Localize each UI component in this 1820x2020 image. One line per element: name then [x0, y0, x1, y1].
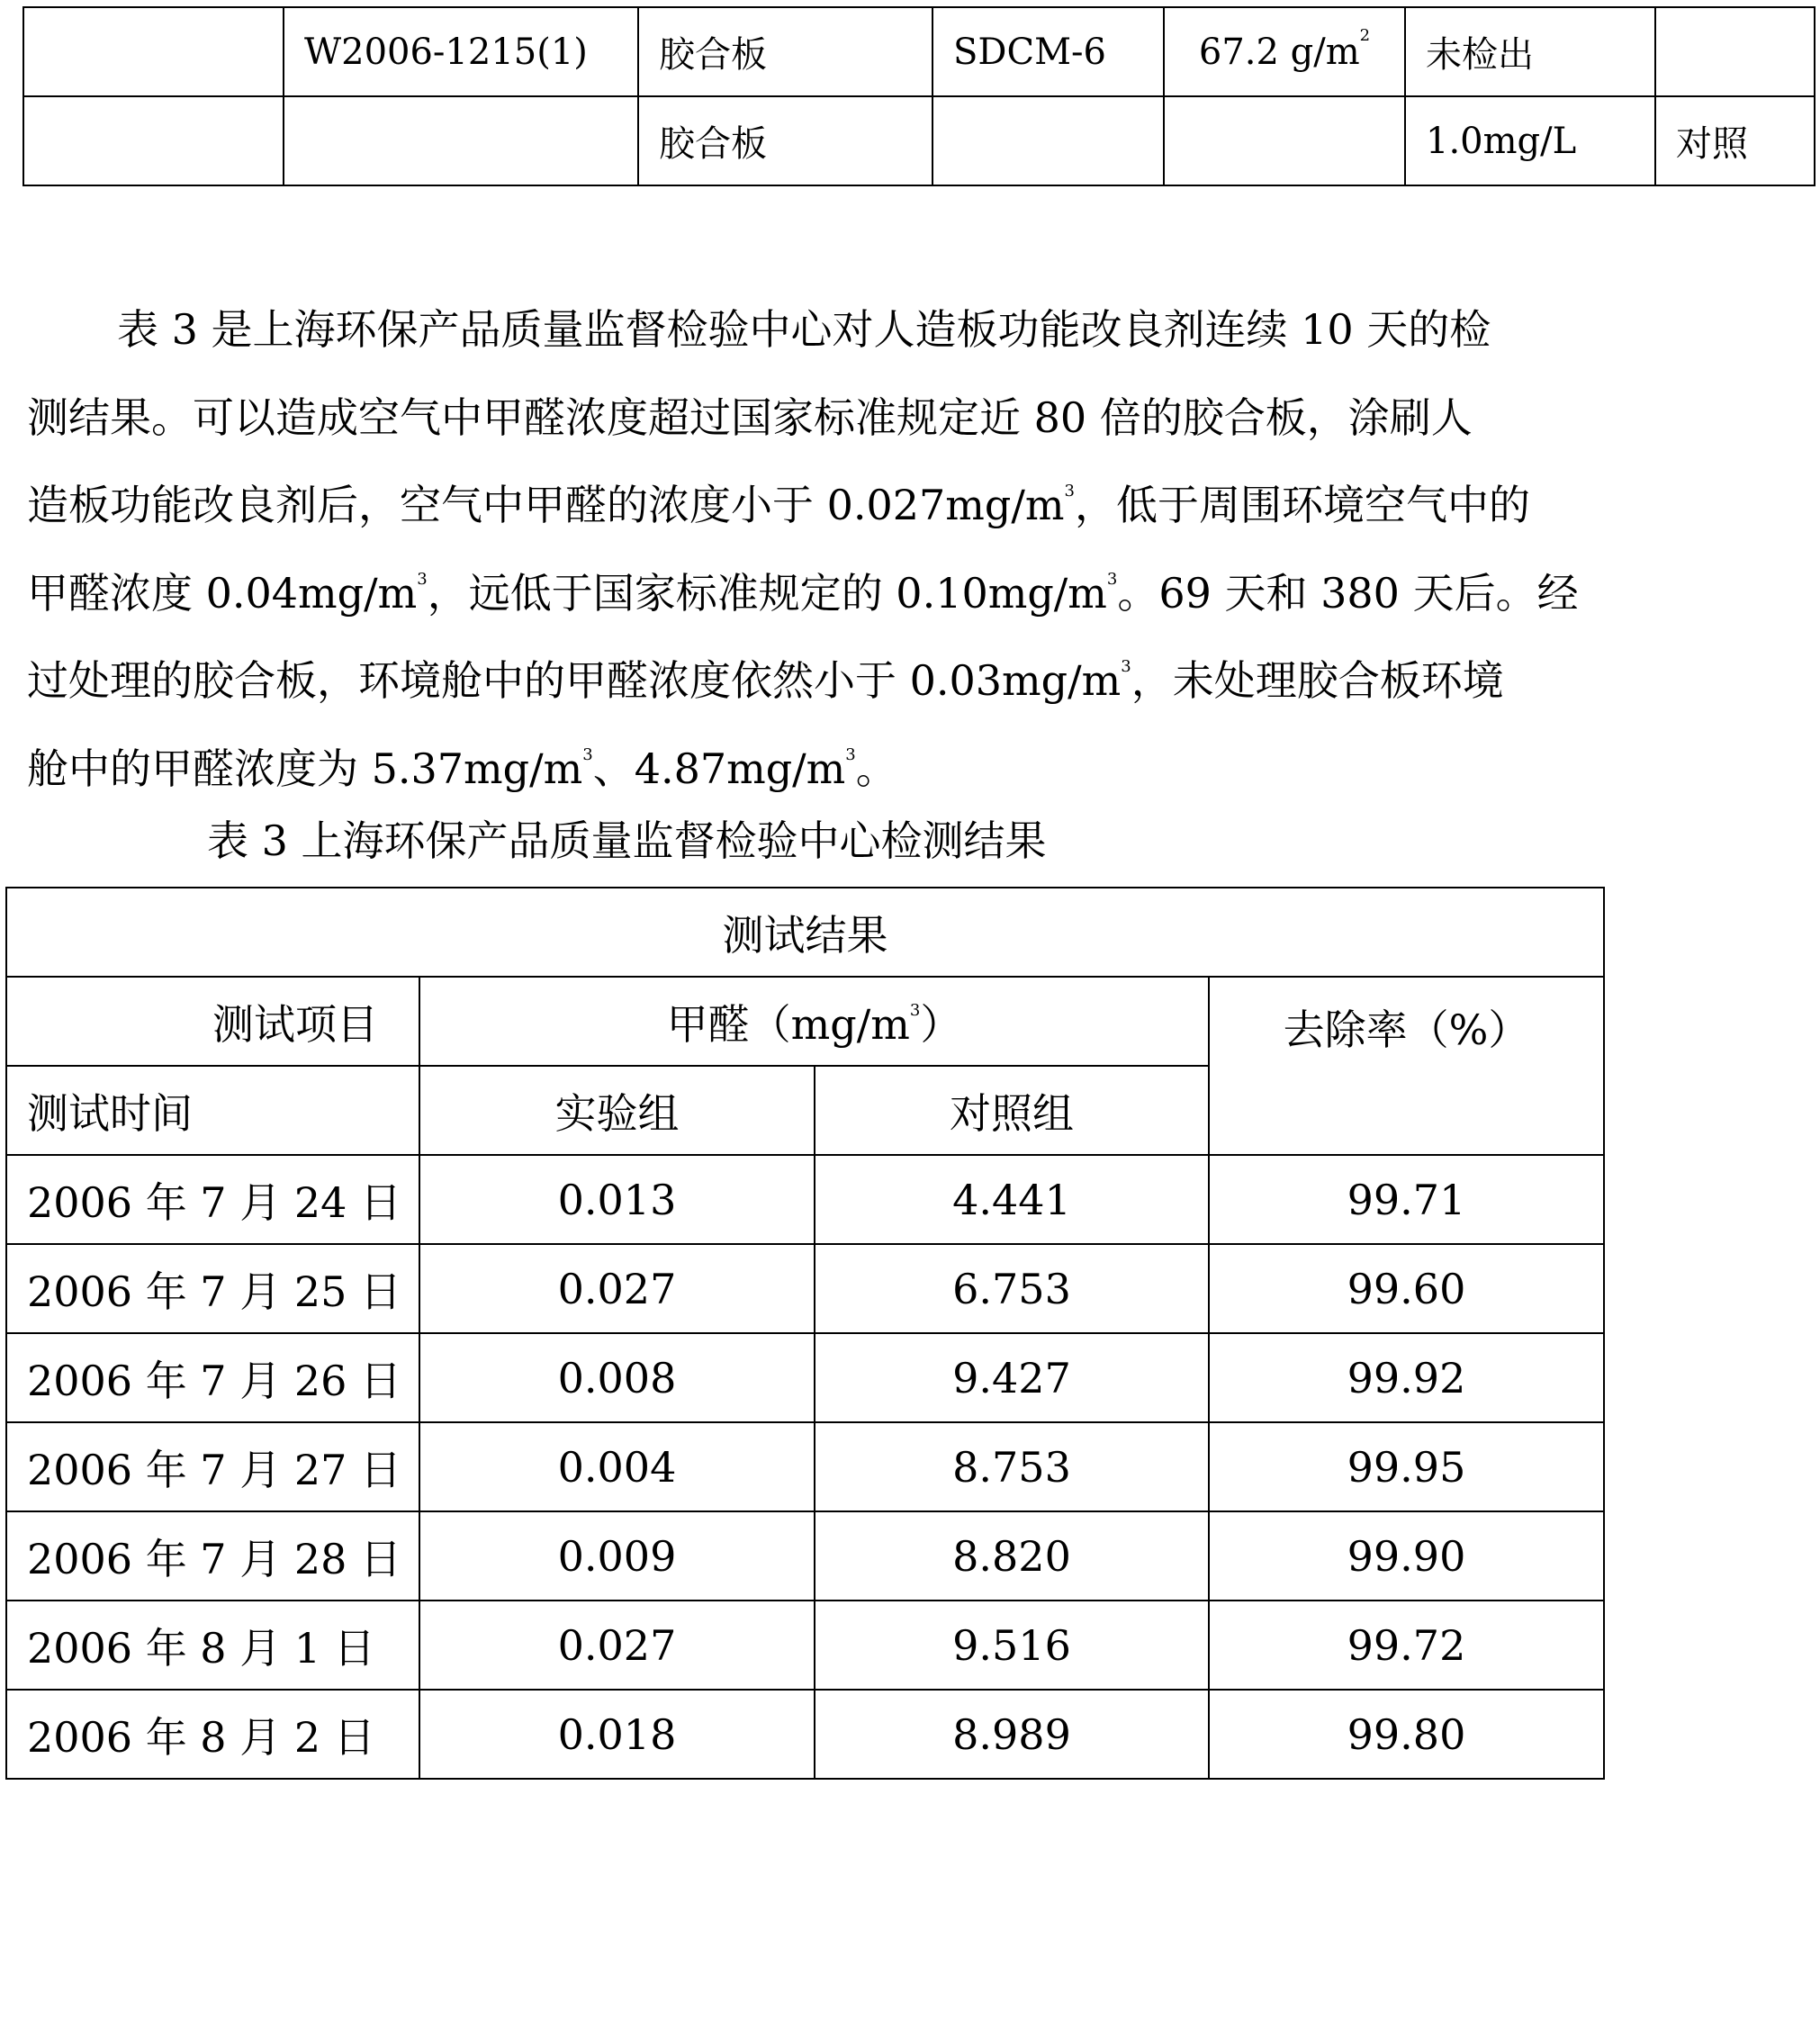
exp-value-cell: 0.009 [419, 1511, 815, 1601]
item-label: 测试项目 [6, 977, 419, 1066]
table-cell [23, 7, 284, 96]
ctrl-value-cell: 9.427 [815, 1333, 1209, 1422]
dosage-cell [1164, 96, 1405, 185]
removal-rate-cell: 99.80 [1209, 1690, 1604, 1779]
ctrl-value-cell: 8.820 [815, 1511, 1209, 1601]
table-row [6, 1690, 1604, 1779]
ctrl-value-cell: 9.516 [815, 1601, 1209, 1690]
date-cell: 2006 年 8 月 2 日 [6, 1690, 419, 1779]
material-cell: 胶合板 [638, 96, 933, 185]
superscript: 3 [1121, 657, 1131, 676]
ctrl-group-header: 对照组 [815, 1066, 1209, 1155]
removal-rate-cell: 99.92 [1209, 1333, 1604, 1422]
dosage-value: 67.2 g/m [1198, 31, 1360, 73]
removal-rate-header: 去除率（%） [1209, 977, 1604, 1155]
removal-rate-cell: 99.71 [1209, 1155, 1604, 1244]
removal-rate-cell: 99.72 [1209, 1601, 1604, 1690]
ctrl-value-cell: 8.753 [815, 1422, 1209, 1511]
paragraph-line [27, 374, 1602, 463]
removal-rate-cell: 99.60 [1209, 1244, 1604, 1333]
text-run: 测结果。可以造成空气中甲醛浓度超过国家标准规定近 80 倍的胶合板，涂刷人 [27, 392, 1473, 442]
text-run: 表 3 是上海环保产品质量监督检验中心对人造板功能改良剂连续 10 天的检 [117, 305, 1491, 354]
model-cell [933, 96, 1164, 185]
model-cell: SDCM-6 [933, 7, 1164, 96]
text-run: 、4.87mg/m [592, 744, 846, 793]
superscript: 3 [909, 1000, 921, 1020]
note-cell [1655, 7, 1815, 96]
result-body [6, 1155, 1604, 1779]
ctrl-value-cell: 6.753 [815, 1244, 1209, 1333]
paragraph-line [27, 286, 1602, 374]
table-cell [23, 96, 284, 185]
material-cell: 胶合板 [638, 7, 933, 96]
table-row [6, 1601, 1604, 1690]
result-table [5, 887, 1605, 1780]
exp-value-cell: 0.027 [419, 1601, 815, 1690]
date-cell: 2006 年 7 月 28 日 [6, 1511, 419, 1601]
ctrl-value-cell: 8.989 [815, 1690, 1209, 1779]
date-cell: 2006 年 7 月 27 日 [6, 1422, 419, 1511]
paragraph-line [27, 637, 1602, 726]
ctrl-value-cell: 4.441 [815, 1155, 1209, 1244]
result-cell: 1.0mg/L [1405, 96, 1655, 185]
table-title-row [6, 888, 1604, 977]
dosage-unit-sup: 2 [1359, 25, 1371, 45]
exp-value-cell: 0.027 [419, 1244, 815, 1333]
sample-table [23, 6, 1815, 186]
note-cell: 对照 [1655, 96, 1815, 185]
body-paragraph [27, 286, 1602, 813]
exp-value-cell: 0.018 [419, 1690, 815, 1779]
date-cell: 2006 年 7 月 26 日 [6, 1333, 419, 1422]
removal-rate-cell: 99.95 [1209, 1422, 1604, 1511]
superscript: 3 [1064, 482, 1075, 500]
sample-id-cell [284, 96, 638, 185]
table-row [6, 1422, 1604, 1511]
paragraph-line [27, 462, 1602, 550]
table-caption: 表 3 上海环保产品质量监督检验中心检测结果 [207, 816, 1047, 865]
text-run: 过处理的胶合板，环境舱中的甲醛浓度依然小于 0.03mg/m [27, 656, 1122, 705]
exp-value-cell: 0.008 [419, 1333, 815, 1422]
header-text: 甲醛（mg/m [666, 999, 910, 1049]
text-run: ，低于周围环境空气中的 [1074, 481, 1530, 529]
result-cell: 未检出 [1405, 7, 1655, 96]
time-label: 测试时间 [6, 1066, 419, 1155]
text-run: 舱中的甲醛浓度为 5.37mg/m [27, 744, 583, 793]
text-run: 。 [855, 744, 897, 793]
exp-group-header: 实验组 [419, 1066, 815, 1155]
table-row [6, 1511, 1604, 1601]
paragraph-line [27, 726, 1602, 814]
exp-value-cell: 0.004 [419, 1422, 815, 1511]
text-run: 。69 天和 380 天后。经 [1117, 568, 1579, 618]
header-row [6, 977, 1604, 1066]
superscript: 3 [417, 569, 428, 589]
text-run: ，远低于国家标准规定的 0.10mg/m [427, 568, 1107, 618]
exp-value-cell: 0.013 [419, 1155, 815, 1244]
table-row [6, 1155, 1604, 1244]
formaldehyde-header [419, 977, 1209, 1066]
sample-id-cell: W2006-1215(1) [284, 7, 638, 96]
table-row [6, 1244, 1604, 1333]
text-run: ，未处理胶合板环境 [1131, 656, 1504, 705]
paragraph-line [27, 550, 1602, 638]
text-run: 甲醛浓度 0.04mg/m [27, 568, 418, 618]
text-run: 造板功能改良剂后，空气中甲醛的浓度小于 0.027mg/m [27, 481, 1065, 529]
superscript: 3 [1106, 569, 1118, 589]
header-text: ） [920, 999, 962, 1049]
table-row [23, 7, 1815, 96]
removal-rate-cell: 99.90 [1209, 1511, 1604, 1601]
date-cell: 2006 年 7 月 24 日 [6, 1155, 419, 1244]
superscript: 3 [582, 744, 593, 764]
table-row [6, 1333, 1604, 1422]
dosage-cell [1164, 7, 1405, 96]
date-cell: 2006 年 7 月 25 日 [6, 1244, 419, 1333]
superscript: 3 [845, 744, 856, 764]
table-row [23, 96, 1815, 185]
table-title: 测试结果 [6, 888, 1604, 977]
date-cell: 2006 年 8 月 1 日 [6, 1601, 419, 1690]
